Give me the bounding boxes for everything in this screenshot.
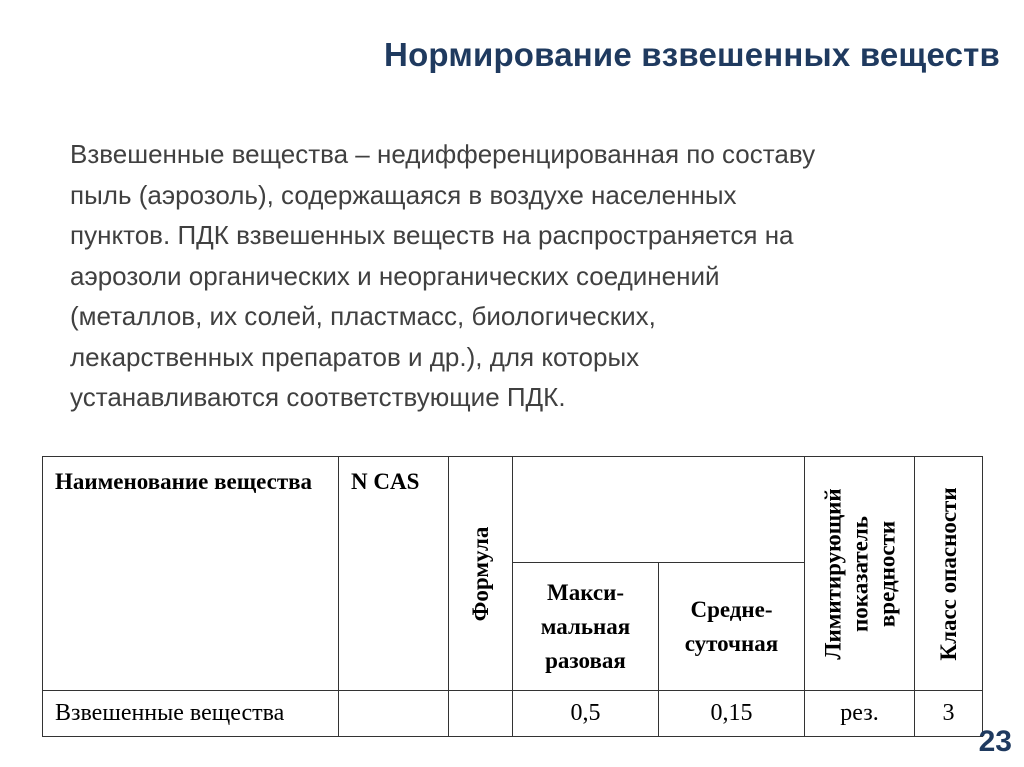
header-name: Наименование вещества: [43, 457, 339, 691]
definition-line: Взвешенные вещества – недифференцированная по составу: [70, 139, 816, 169]
header-daily-avg: Средне-суточная: [659, 563, 805, 691]
header-limiting-line: Лимитирующий: [820, 487, 845, 660]
slide-title: Нормирование взвешенных веществ: [384, 36, 1000, 73]
header-max-once: Макси-мальная разовая: [513, 563, 659, 691]
header-limiting-line: вредности: [874, 520, 899, 627]
cell-max-once: 0,5: [513, 691, 659, 737]
cell-limiting: рез.: [805, 691, 915, 737]
header-hazard-class: Класс опасности: [935, 486, 961, 661]
table-header-row: [43, 457, 983, 563]
definition-line: (металлов, их солей, пластмасс, биологических,: [70, 301, 656, 331]
norm-table: [42, 456, 983, 737]
cell-hazard-class: 3: [915, 691, 983, 737]
table-row: [43, 691, 983, 737]
definition-line: пыль (аэрозоль), содержащаяся в воздухе населенных: [70, 179, 737, 210]
definition-line: пунктов. ПДК взвешенных веществ на распространяется на: [70, 220, 794, 250]
header-cas: N CAS: [339, 457, 449, 691]
header-pdk-group: [513, 457, 805, 563]
definition-line: лекарственных препаратов и др.), для которых: [70, 341, 640, 372]
header-hazard-cell: [915, 457, 983, 691]
header-formula-cell: [449, 457, 513, 691]
cell-daily-avg: 0,15: [659, 691, 805, 737]
definition-line: устанавливаются соответствующие ПДК.: [70, 382, 566, 412]
header-limiting-cell: [805, 457, 915, 691]
cell-name: Взвешенные вещества: [43, 691, 339, 737]
definition-paragraph: [70, 134, 970, 418]
header-limiting: [819, 488, 900, 659]
page-number: 23: [978, 725, 1012, 758]
cell-formula: [449, 691, 513, 737]
header-limiting-line: показатель: [847, 515, 872, 632]
cell-cas: [339, 691, 449, 737]
definition-line: аэрозоли органических и неорганических соединений: [70, 260, 720, 291]
header-formula: Формула: [467, 526, 493, 621]
